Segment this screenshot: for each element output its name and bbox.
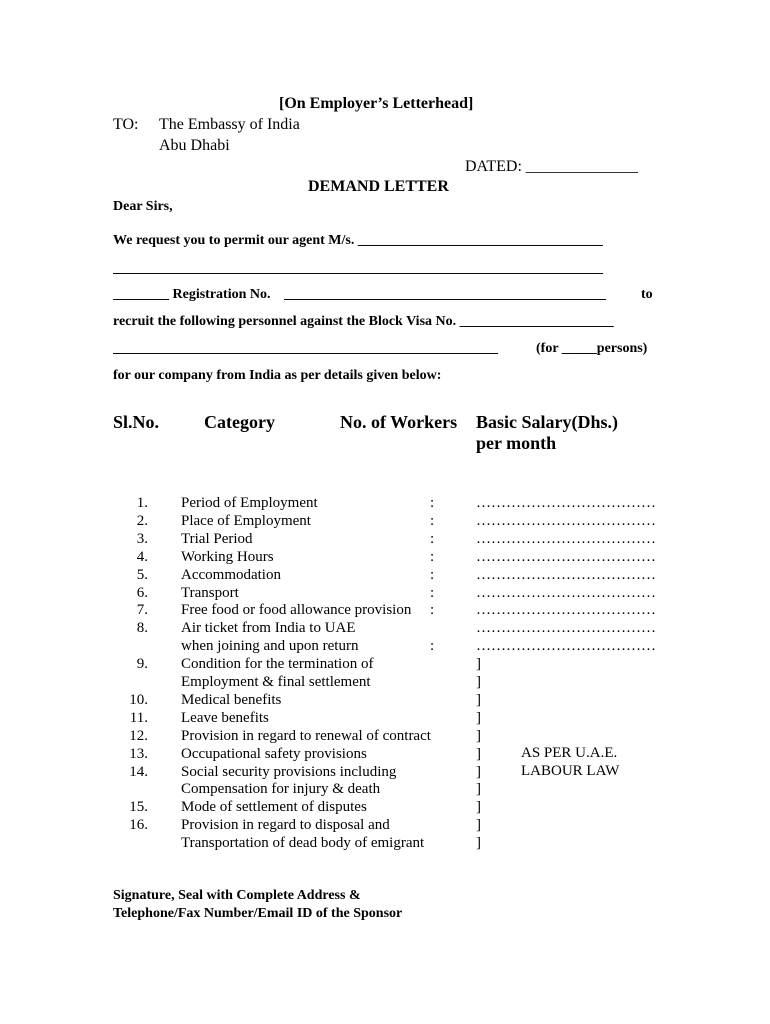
registration-label: ________ Registration No.: [113, 287, 271, 302]
item-label: Transportation of dead body of emigrant: [181, 835, 425, 852]
dated-field: DATED: ______________: [465, 158, 638, 175]
item-bracket: ]: [476, 691, 481, 708]
item-value-blank: ………………………………: [476, 620, 656, 637]
item-value-blank: ………………………………: [476, 530, 656, 547]
item-label: Transport: [181, 584, 239, 601]
item-number: 10.: [129, 691, 148, 708]
item-label: Medical benefits: [181, 691, 282, 708]
item-bracket: ]: [476, 727, 481, 744]
item-number: 12.: [129, 727, 148, 744]
item-number: 13.: [129, 745, 148, 762]
item-number: 8.: [136, 620, 148, 637]
signature-line1: Signature, Seal with Complete Address &: [113, 888, 361, 903]
item-label: Air ticket from India to UAE: [181, 620, 356, 637]
item-number: 6.: [136, 584, 148, 601]
item-label: Provision in regard to renewal of contract: [181, 727, 431, 744]
document-title: DEMAND LETTER: [308, 178, 449, 195]
item-bracket: ]: [476, 674, 481, 690]
item-label: Place of Employment: [181, 512, 311, 529]
item-separator: :: [430, 638, 435, 655]
item-separator: :: [430, 566, 435, 583]
agent-name-blank-line: ______________________________________________________________________: [113, 261, 603, 276]
item-label: Period of Employment: [181, 495, 318, 511]
item-separator: :: [430, 602, 435, 619]
item-label: Mode of settlement of disputes: [181, 799, 367, 816]
item-label: Working Hours: [181, 548, 274, 565]
item-separator: :: [430, 548, 435, 565]
item-value-blank: ………………………………: [476, 495, 656, 511]
item-bracket: ]: [476, 799, 481, 816]
registration-to: to: [641, 287, 653, 302]
col-header-category: Category: [204, 412, 275, 432]
item-separator: :: [430, 530, 435, 547]
col-header-sl-no: Sl.No.: [113, 412, 160, 432]
item-label: Social security provisions including: [181, 763, 397, 780]
item-label: Compensation for injury & death: [181, 781, 381, 798]
details-intro: for our company from India as per details given below:: [113, 368, 442, 383]
item-separator: :: [430, 584, 435, 601]
block-visa-blank: _______________________________________________________: [113, 341, 498, 356]
item-bracket: ]: [476, 835, 481, 852]
item-value-blank: ………………………………: [476, 512, 656, 529]
item-bracket: ]: [476, 817, 481, 834]
item-label: Free food or food allowance provision: [181, 602, 412, 619]
item-label: when joining and upon return: [181, 638, 359, 655]
item-number: 9.: [136, 656, 148, 673]
item-value-blank: ………………………………: [476, 584, 656, 601]
item-number: 2.: [136, 512, 148, 529]
uae-labour-law-note-line1: AS PER U.A.E.: [521, 745, 618, 761]
item-number: 14.: [129, 763, 148, 780]
item-separator: :: [430, 495, 435, 511]
signature-line2: Telephone/Fax Number/Email ID of the Sponsor: [113, 906, 403, 921]
item-label: Provision in regard to disposal and: [181, 817, 390, 834]
item-separator: :: [430, 512, 435, 529]
item-number: 11.: [129, 709, 148, 726]
item-number: 4.: [136, 548, 148, 565]
to-recipient-line1: The Embassy of India: [159, 116, 300, 133]
item-number: 3.: [136, 530, 148, 547]
item-bracket: ]: [476, 745, 481, 762]
item-number: 16.: [129, 817, 148, 834]
item-bracket: ]: [476, 763, 481, 780]
to-label: TO:: [113, 116, 139, 133]
col-header-workers: No. of Workers: [340, 412, 458, 432]
item-label: Accommodation: [181, 566, 281, 583]
item-number: 15.: [129, 799, 148, 816]
block-visa-line: recruit the following personnel against the Block Visa No. ______________________: [113, 314, 614, 329]
item-value-blank: ………………………………: [476, 638, 656, 655]
item-label: Occupational safety provisions: [181, 745, 367, 762]
agent-request-line: We request you to permit our agent M/s. ___________________________________: [113, 233, 603, 248]
to-recipient-line2: Abu Dhabi: [159, 137, 230, 154]
registration-blank: ______________________________________________: [284, 287, 606, 302]
uae-labour-law-note-line2: LABOUR LAW: [521, 763, 620, 779]
item-number: 7.: [136, 602, 148, 619]
col-header-salary-unit: per month: [476, 433, 557, 453]
item-value-blank: ………………………………: [476, 548, 656, 565]
letterhead-note: [On Employer’s Letterhead]: [279, 95, 474, 112]
item-value-blank: ………………………………: [476, 602, 656, 619]
item-label: Trial Period: [181, 530, 253, 547]
item-value-blank: ………………………………: [476, 566, 656, 583]
salutation: Dear Sirs,: [113, 199, 173, 214]
item-label: Leave benefits: [181, 709, 269, 726]
item-bracket: ]: [476, 781, 481, 798]
item-bracket: ]: [476, 709, 481, 726]
persons-count: (for _____persons): [536, 341, 648, 356]
item-number: 1.: [136, 495, 148, 511]
item-label: Condition for the termination of: [181, 656, 374, 673]
item-bracket: ]: [476, 656, 481, 673]
item-number: 5.: [136, 566, 148, 583]
col-header-salary: Basic Salary(Dhs.): [476, 412, 619, 432]
item-label: Employment & final settlement: [181, 674, 371, 690]
